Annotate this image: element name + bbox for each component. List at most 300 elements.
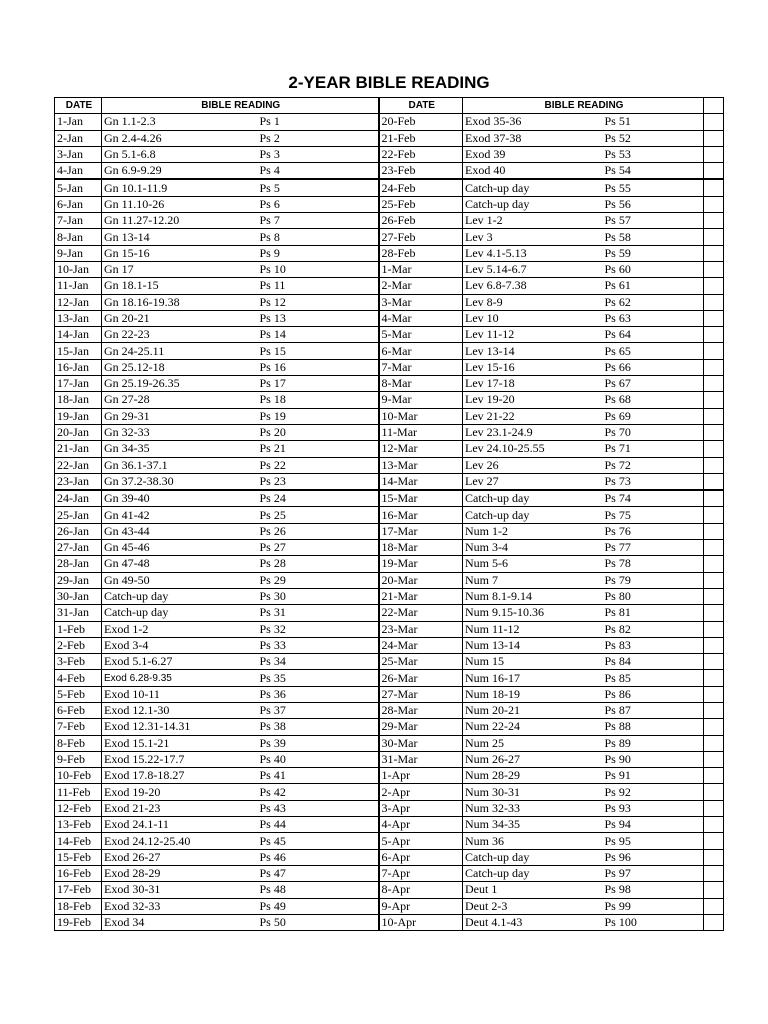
- blank-cell: [704, 735, 724, 751]
- psalm-cell-right: Ps 55: [603, 179, 704, 196]
- reading-cell: Gn 18.16-19.38: [102, 294, 258, 310]
- psalm-cell-right: Ps 51: [603, 114, 704, 130]
- date-cell-right: 19-Mar: [379, 556, 463, 572]
- table-row: [55, 114, 724, 130]
- blank-cell: [704, 245, 724, 261]
- table-row: [55, 882, 724, 898]
- reading-cell: Exod 32-33: [102, 898, 258, 914]
- table-row: [55, 670, 724, 686]
- psalm-cell: Ps 44: [258, 817, 379, 833]
- date-cell-right: 9-Mar: [379, 392, 463, 408]
- date-header: DATE: [55, 98, 102, 114]
- table-row: [55, 457, 724, 473]
- date-cell-right: 1-Apr: [379, 768, 463, 784]
- date-cell: 10-Jan: [55, 261, 102, 277]
- psalm-cell-right: Ps 76: [603, 523, 704, 539]
- blank-cell: [704, 441, 724, 457]
- table-row: [55, 556, 724, 572]
- reading-cell-right: Catch-up day: [463, 196, 603, 212]
- reading-cell-right: Num 8.1-9.14: [463, 588, 603, 604]
- date-cell-right: 31-Mar: [379, 751, 463, 767]
- psalm-cell: Ps 13: [258, 310, 379, 326]
- psalm-cell: Ps 46: [258, 849, 379, 865]
- reading-cell: Exod 1-2: [102, 621, 258, 637]
- psalm-cell: Ps 19: [258, 408, 379, 424]
- table-row: [55, 130, 724, 146]
- table-row: [55, 523, 724, 539]
- psalm-cell-right: Ps 67: [603, 376, 704, 392]
- psalm-cell-right: Ps 86: [603, 686, 704, 702]
- psalm-cell: Ps 7: [258, 213, 379, 229]
- date-cell-right: 6-Mar: [379, 343, 463, 359]
- reading-cell: Gn 18.1-15: [102, 278, 258, 294]
- psalm-cell-right: Ps 61: [603, 278, 704, 294]
- table-row: [55, 196, 724, 212]
- reading-cell: Exod 15.1-21: [102, 735, 258, 751]
- psalm-cell-right: Ps 70: [603, 424, 704, 440]
- psalm-cell-right: Ps 54: [603, 163, 704, 180]
- date-cell-right: 11-Mar: [379, 424, 463, 440]
- blank-cell: [704, 229, 724, 245]
- reading-cell-right: Num 9.15-10.36: [463, 605, 603, 621]
- reading-cell-right: Lev 13-14: [463, 343, 603, 359]
- table-row: [55, 702, 724, 718]
- blank-cell: [704, 556, 724, 572]
- psalm-cell-right: Ps 71: [603, 441, 704, 457]
- date-cell-right: 24-Mar: [379, 637, 463, 653]
- date-cell-right: 29-Mar: [379, 719, 463, 735]
- table-row: [55, 637, 724, 653]
- psalm-cell-right: Ps 52: [603, 130, 704, 146]
- reading-cell: Gn 27-28: [102, 392, 258, 408]
- reading-cell-right: Num 28-29: [463, 768, 603, 784]
- psalm-cell: Ps 14: [258, 327, 379, 343]
- date-cell-right: 3-Apr: [379, 800, 463, 816]
- psalm-cell-right: Ps 98: [603, 882, 704, 898]
- reading-cell: Gn 5.1-6.8: [102, 146, 258, 162]
- psalm-cell: Ps 45: [258, 833, 379, 849]
- blank-cell: [704, 424, 724, 440]
- blank-cell: [704, 865, 724, 881]
- blank-cell: [704, 408, 724, 424]
- psalm-cell-right: Ps 58: [603, 229, 704, 245]
- psalm-cell: Ps 20: [258, 424, 379, 440]
- date-cell: 8-Jan: [55, 229, 102, 245]
- date-cell: 2-Feb: [55, 637, 102, 653]
- reading-cell-right: Exod 37-38: [463, 130, 603, 146]
- blank-cell: [704, 768, 724, 784]
- date-cell-right: 12-Mar: [379, 441, 463, 457]
- table-row: [55, 310, 724, 326]
- blank-cell: [704, 914, 724, 930]
- reading-cell-right: Lev 26: [463, 457, 603, 473]
- reading-cell: Exod 15.22-17.7: [102, 751, 258, 767]
- table-row: [55, 768, 724, 784]
- table-row: [55, 408, 724, 424]
- reading-cell: Gn 39-40: [102, 490, 258, 507]
- table-row: [55, 588, 724, 604]
- psalm-cell-right: Ps 69: [603, 408, 704, 424]
- date-cell-right: 4-Apr: [379, 817, 463, 833]
- blank-cell: [704, 784, 724, 800]
- psalm-cell-right: Ps 84: [603, 654, 704, 670]
- reading-cell-right: Catch-up day: [463, 490, 603, 507]
- date-cell: 8-Feb: [55, 735, 102, 751]
- blank-cell: [704, 359, 724, 375]
- blank-cell: [704, 473, 724, 490]
- reading-cell: Gn 13-14: [102, 229, 258, 245]
- date-cell: 11-Feb: [55, 784, 102, 800]
- date-cell: 17-Jan: [55, 376, 102, 392]
- blank-cell: [704, 457, 724, 473]
- psalm-cell-right: Ps 79: [603, 572, 704, 588]
- reading-cell-right: Lev 19-20: [463, 392, 603, 408]
- table-row: [55, 229, 724, 245]
- reading-cell-right: Lev 11-12: [463, 327, 603, 343]
- date-cell-right: 18-Mar: [379, 540, 463, 556]
- psalm-cell-right: Ps 92: [603, 784, 704, 800]
- date-cell: 24-Jan: [55, 490, 102, 507]
- blank-cell: [704, 572, 724, 588]
- blank-cell: [704, 179, 724, 196]
- reading-cell-right: Lev 15-16: [463, 359, 603, 375]
- reading-cell: Exod 5.1-6.27: [102, 654, 258, 670]
- table-row: [55, 245, 724, 261]
- psalm-cell-right: Ps 72: [603, 457, 704, 473]
- reading-cell: Exod 24.1-11: [102, 817, 258, 833]
- date-cell: 16-Jan: [55, 359, 102, 375]
- reading-cell: Gn 6.9-9.29: [102, 163, 258, 180]
- psalm-cell: Ps 8: [258, 229, 379, 245]
- blank-cell: [704, 294, 724, 310]
- date-cell-right: 15-Mar: [379, 490, 463, 507]
- date-cell-right: 7-Apr: [379, 865, 463, 881]
- reading-cell: Gn 1.1-2.3: [102, 114, 258, 130]
- table-row: [55, 898, 724, 914]
- psalm-cell-right: Ps 94: [603, 817, 704, 833]
- table-row: [55, 605, 724, 621]
- date-cell-right: 23-Feb: [379, 163, 463, 180]
- blank-cell: [704, 507, 724, 523]
- reading-cell-right: Num 25: [463, 735, 603, 751]
- reading-cell-right: Num 30-31: [463, 784, 603, 800]
- psalm-cell: Ps 36: [258, 686, 379, 702]
- blank-cell: [704, 261, 724, 277]
- psalm-cell-right: Ps 66: [603, 359, 704, 375]
- blank-cell: [704, 343, 724, 359]
- psalm-cell: Ps 5: [258, 179, 379, 196]
- psalm-cell: Ps 23: [258, 473, 379, 490]
- reading-cell: Gn 25.12-18: [102, 359, 258, 375]
- table-row: [55, 735, 724, 751]
- date-cell: 5-Jan: [55, 179, 102, 196]
- table-row: [55, 849, 724, 865]
- table-header-row: [55, 98, 724, 114]
- reading-cell-right: Num 11-12: [463, 621, 603, 637]
- date-cell-right: 25-Mar: [379, 654, 463, 670]
- psalm-cell-right: Ps 64: [603, 327, 704, 343]
- table-row: [55, 914, 724, 930]
- date-cell-right: 22-Mar: [379, 605, 463, 621]
- date-cell-right: 1-Mar: [379, 261, 463, 277]
- date-cell-right: 2-Mar: [379, 278, 463, 294]
- date-cell: 11-Jan: [55, 278, 102, 294]
- psalm-cell: Ps 38: [258, 719, 379, 735]
- reading-cell-right: Deut 4.1-43: [463, 914, 603, 930]
- psalm-cell-right: Ps 96: [603, 849, 704, 865]
- date-cell: 19-Jan: [55, 408, 102, 424]
- date-cell: 13-Jan: [55, 310, 102, 326]
- psalm-cell: Ps 42: [258, 784, 379, 800]
- date-cell-right: 20-Mar: [379, 572, 463, 588]
- psalm-cell: Ps 21: [258, 441, 379, 457]
- date-cell: 18-Jan: [55, 392, 102, 408]
- date-cell: 1-Jan: [55, 114, 102, 130]
- reading-cell-right: Lev 24.10-25.55: [463, 441, 603, 457]
- psalm-cell: Ps 18: [258, 392, 379, 408]
- psalm-cell: Ps 43: [258, 800, 379, 816]
- date-cell: 28-Jan: [55, 556, 102, 572]
- date-cell-right: 26-Mar: [379, 670, 463, 686]
- reading-cell-right: Lev 8-9: [463, 294, 603, 310]
- date-cell: 6-Jan: [55, 196, 102, 212]
- date-cell-right: 2-Apr: [379, 784, 463, 800]
- psalm-cell-right: Ps 95: [603, 833, 704, 849]
- reading-cell-right: Lev 27: [463, 473, 603, 490]
- date-cell: 22-Jan: [55, 457, 102, 473]
- table-row: [55, 473, 724, 490]
- reading-cell: Gn 47-48: [102, 556, 258, 572]
- psalm-cell-right: Ps 81: [603, 605, 704, 621]
- reading-cell: Exod 30-31: [102, 882, 258, 898]
- blank-cell: [704, 621, 724, 637]
- table-row: [55, 817, 724, 833]
- table-row: [55, 800, 724, 816]
- blank-cell: [704, 588, 724, 604]
- reading-cell: Catch-up day: [102, 605, 258, 621]
- date-cell-right: 3-Mar: [379, 294, 463, 310]
- date-cell: 26-Jan: [55, 523, 102, 539]
- reading-cell-right: Catch-up day: [463, 179, 603, 196]
- psalm-cell-right: Ps 57: [603, 213, 704, 229]
- table-row: [55, 376, 724, 392]
- reading-cell-right: Exod 35-36: [463, 114, 603, 130]
- date-cell-right: 17-Mar: [379, 523, 463, 539]
- reading-cell-right: Num 7: [463, 572, 603, 588]
- date-cell: 31-Jan: [55, 605, 102, 621]
- reading-cell: Exod 24.12-25.40: [102, 833, 258, 849]
- date-cell: 6-Feb: [55, 702, 102, 718]
- reading-cell: Exod 21-23: [102, 800, 258, 816]
- reading-cell-right: Num 1-2: [463, 523, 603, 539]
- table-row: [55, 654, 724, 670]
- psalm-cell: Ps 3: [258, 146, 379, 162]
- date-cell: 1-Feb: [55, 621, 102, 637]
- date-cell: 14-Feb: [55, 833, 102, 849]
- blank-cell: [704, 540, 724, 556]
- date-cell: 7-Jan: [55, 213, 102, 229]
- reading-cell-right: Num 32-33: [463, 800, 603, 816]
- reading-cell: Gn 10.1-11.9: [102, 179, 258, 196]
- table-row: [55, 621, 724, 637]
- psalm-cell: Ps 15: [258, 343, 379, 359]
- table-row: [55, 490, 724, 507]
- blank-cell: [704, 130, 724, 146]
- reading-cell: Gn 11.10-26: [102, 196, 258, 212]
- psalm-cell-right: Ps 68: [603, 392, 704, 408]
- psalm-cell-right: Ps 97: [603, 865, 704, 881]
- table-row: [55, 163, 724, 180]
- table-body: [55, 114, 724, 931]
- psalm-cell: Ps 9: [258, 245, 379, 261]
- psalm-cell: Ps 25: [258, 507, 379, 523]
- page-title: 2-YEAR BIBLE READING: [288, 73, 490, 92]
- psalm-cell-right: Ps 90: [603, 751, 704, 767]
- psalm-cell: Ps 10: [258, 261, 379, 277]
- reading-cell-right: Lev 5.14-6.7: [463, 261, 603, 277]
- date-header-right: DATE: [379, 98, 463, 114]
- blank-cell: [704, 654, 724, 670]
- reading-cell-right: Num 22-24: [463, 719, 603, 735]
- reading-cell: Gn 41-42: [102, 507, 258, 523]
- psalm-cell: Ps 39: [258, 735, 379, 751]
- blank-cell: [704, 376, 724, 392]
- table-row: [55, 784, 724, 800]
- reading-cell: Gn 34-35: [102, 441, 258, 457]
- date-cell: 30-Jan: [55, 588, 102, 604]
- reading-cell-right: Deut 1: [463, 882, 603, 898]
- blank-cell: [704, 392, 724, 408]
- psalm-cell-right: Ps 99: [603, 898, 704, 914]
- psalm-cell-right: Ps 100: [603, 914, 704, 930]
- psalm-cell-right: Ps 74: [603, 490, 704, 507]
- reading-cell-right: Lev 1-2: [463, 213, 603, 229]
- psalm-cell-right: Ps 77: [603, 540, 704, 556]
- reading-cell: Gn 32-33: [102, 424, 258, 440]
- reading-cell-right: Num 13-14: [463, 637, 603, 653]
- date-cell-right: 5-Mar: [379, 327, 463, 343]
- reading-plan-table: [54, 97, 724, 931]
- date-cell-right: 27-Mar: [379, 686, 463, 702]
- date-cell-right: 22-Feb: [379, 146, 463, 162]
- psalm-cell-right: Ps 93: [603, 800, 704, 816]
- date-cell: 25-Jan: [55, 507, 102, 523]
- date-cell-right: 10-Apr: [379, 914, 463, 930]
- reading-cell: Gn 24-25.11: [102, 343, 258, 359]
- date-cell: 20-Jan: [55, 424, 102, 440]
- date-cell-right: 30-Mar: [379, 735, 463, 751]
- date-cell-right: 28-Mar: [379, 702, 463, 718]
- date-cell: 5-Feb: [55, 686, 102, 702]
- psalm-cell: Ps 26: [258, 523, 379, 539]
- psalm-cell: Ps 1: [258, 114, 379, 130]
- psalm-cell: Ps 50: [258, 914, 379, 930]
- psalm-cell: Ps 31: [258, 605, 379, 621]
- psalm-cell-right: Ps 63: [603, 310, 704, 326]
- date-cell: 9-Feb: [55, 751, 102, 767]
- psalm-cell: Ps 41: [258, 768, 379, 784]
- table-row: [55, 261, 724, 277]
- psalm-cell: Ps 29: [258, 572, 379, 588]
- blank-cell: [704, 800, 724, 816]
- reading-cell: Gn 43-44: [102, 523, 258, 539]
- blank-cell: [704, 278, 724, 294]
- blank-cell: [704, 751, 724, 767]
- blank-cell: [704, 637, 724, 653]
- date-cell-right: 4-Mar: [379, 310, 463, 326]
- table-row: [55, 343, 724, 359]
- blank-cell: [704, 833, 724, 849]
- reading-cell: Gn 22-23: [102, 327, 258, 343]
- blank-cell: [704, 196, 724, 212]
- date-cell-right: 6-Apr: [379, 849, 463, 865]
- reading-cell-right: Num 36: [463, 833, 603, 849]
- date-cell: 19-Feb: [55, 914, 102, 930]
- table-row: [55, 146, 724, 162]
- reading-cell: Gn 11.27-12.20: [102, 213, 258, 229]
- reading-cell: Exod 28-29: [102, 865, 258, 881]
- reading-cell-right: Lev 6.8-7.38: [463, 278, 603, 294]
- psalm-cell: Ps 27: [258, 540, 379, 556]
- reading-cell: Exod 6.28-9.35: [102, 670, 258, 686]
- reading-cell: Gn 17: [102, 261, 258, 277]
- blank-cell: [704, 686, 724, 702]
- reading-cell-right: Num 26-27: [463, 751, 603, 767]
- blank-cell: [704, 327, 724, 343]
- table-row: [55, 327, 724, 343]
- psalm-cell-right: Ps 80: [603, 588, 704, 604]
- psalm-cell-right: Ps 85: [603, 670, 704, 686]
- reading-cell: Gn 36.1-37.1: [102, 457, 258, 473]
- psalm-cell: Ps 37: [258, 702, 379, 718]
- date-cell-right: 10-Mar: [379, 408, 463, 424]
- reading-cell-right: Exod 39: [463, 146, 603, 162]
- bible-reading-header-right: BIBLE READING: [463, 98, 704, 114]
- date-cell-right: 27-Feb: [379, 229, 463, 245]
- psalm-cell: Ps 48: [258, 882, 379, 898]
- psalm-cell-right: Ps 53: [603, 146, 704, 162]
- reading-cell: Exod 17.8-18.27: [102, 768, 258, 784]
- psalm-cell: Ps 34: [258, 654, 379, 670]
- blank-cell: [704, 310, 724, 326]
- psalm-cell-right: Ps 73: [603, 473, 704, 490]
- blank-cell: [704, 670, 724, 686]
- reading-cell-right: Num 18-19: [463, 686, 603, 702]
- reading-cell-right: Num 15: [463, 654, 603, 670]
- date-cell: 23-Jan: [55, 473, 102, 490]
- date-cell: 13-Feb: [55, 817, 102, 833]
- blank-cell: [704, 490, 724, 507]
- date-cell: 3-Jan: [55, 146, 102, 162]
- reading-cell: Exod 26-27: [102, 849, 258, 865]
- date-cell-right: 7-Mar: [379, 359, 463, 375]
- reading-cell: Gn 45-46: [102, 540, 258, 556]
- psalm-cell-right: Ps 65: [603, 343, 704, 359]
- reading-cell: Exod 12.1-30: [102, 702, 258, 718]
- date-cell-right: 8-Mar: [379, 376, 463, 392]
- psalm-cell: Ps 4: [258, 163, 379, 180]
- psalm-cell: Ps 22: [258, 457, 379, 473]
- reading-cell-right: Num 16-17: [463, 670, 603, 686]
- reading-cell-right: Deut 2-3: [463, 898, 603, 914]
- psalm-cell: Ps 2: [258, 130, 379, 146]
- psalm-cell: Ps 12: [258, 294, 379, 310]
- psalm-cell-right: Ps 56: [603, 196, 704, 212]
- table-row: [55, 833, 724, 849]
- blank-cell: [704, 817, 724, 833]
- table-row: [55, 751, 724, 767]
- reading-cell-right: Catch-up day: [463, 849, 603, 865]
